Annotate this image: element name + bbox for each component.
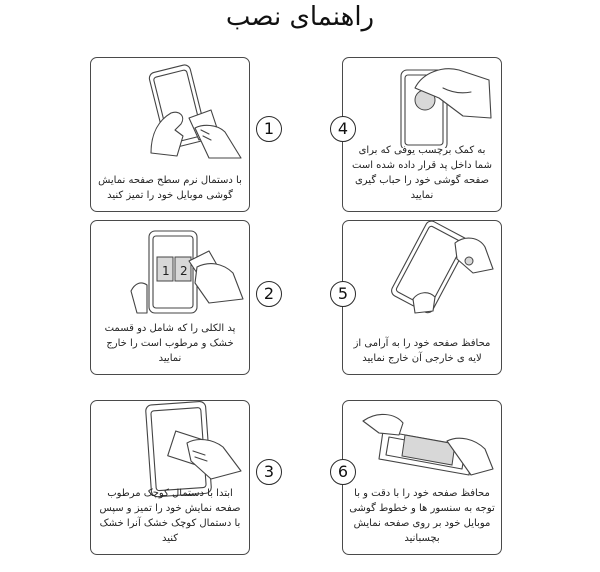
step-4-number: 4	[330, 116, 356, 142]
step-3-card	[90, 400, 250, 555]
step-5-number: 5	[330, 281, 356, 307]
step-4-caption: به کمک برچسب یوفی که برای شما داخل پد قرار داده شده است صفحه گوشی خود را حباب گیری نمایید	[352, 145, 492, 201]
step-3-number: 3	[256, 459, 282, 485]
apply-protector-illustration	[343, 401, 503, 491]
svg-text:1: 1	[162, 264, 170, 278]
dust-sticker-illustration	[343, 58, 503, 148]
step-6-number: 6	[330, 459, 356, 485]
step-6-card	[342, 400, 502, 555]
phone-wipe-illustration	[91, 58, 251, 163]
step-4-card	[342, 57, 502, 212]
step-2-caption: پد الکلی را که شامل دو قسمت خشک و مرطوب است را خارج نمایید	[104, 323, 236, 364]
step-2-number: 2	[256, 281, 282, 307]
step-3-caption: ابتدا با دستمال کوچک مرطوب صفحه نمایش خود را تمیز و سپس با دستمال کوچک خشک آنرا خشک کنید	[99, 488, 241, 544]
pad-unwrap-illustration	[91, 221, 251, 326]
film-peel-illustration	[343, 221, 503, 321]
step-5-caption: محافظ صفحه خود را به آرامی از لایه ی خارجی آن خارج نمایید	[353, 338, 491, 364]
svg-text:2: 2	[180, 264, 188, 278]
step-1-card	[90, 57, 250, 212]
step-6-caption: محافظ صفحه خود را با دقت و با توجه به سنسور ها و خطوط گوشی موبایل خود بر روی صفحه نمایش بچسبانید	[349, 488, 495, 544]
step-1-number: 1	[256, 116, 282, 142]
page-title: راهنمای نصب	[225, 2, 375, 32]
step-2-card	[90, 220, 250, 375]
step-1-caption: با دستمال نرم سطح صفحه نمایش گوشی موبایل خود را تمیز کنید	[98, 175, 242, 201]
step-5-card	[342, 220, 502, 375]
